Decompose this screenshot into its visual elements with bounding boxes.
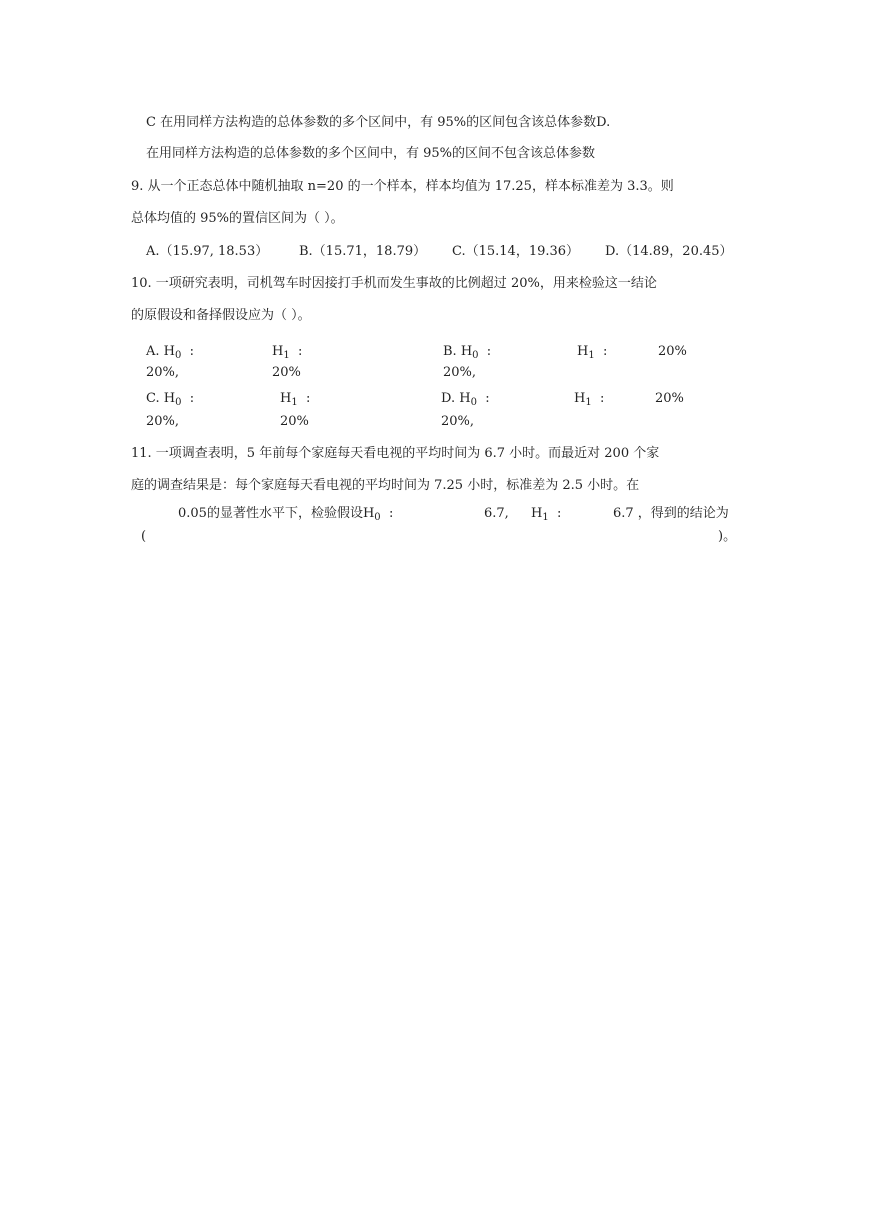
q10-option-c-h1: $H_1$ : <box>280 391 311 408</box>
q9-option-a: A.（15.97, 18.53） <box>146 244 269 259</box>
q10-option-c-h0: C. $H_0$ : <box>146 391 195 408</box>
q10-option-d-h1: $H_1$ : <box>574 391 605 408</box>
q10-text-line2: 的原假设和备择假设应为（ ）。 <box>131 308 311 323</box>
q10-option-b-h1: $H_1$ : <box>577 344 608 361</box>
q11-answer-paren-close: )。 <box>718 529 737 544</box>
q11-text-line3-end: 6.7 ，得到的结论为 <box>613 506 729 521</box>
q11-text-line1: 11. 一项调查表明，5 年前每个家庭每天看电视的平均时间为 6.7 小时。而最近对 200 个家 <box>131 446 660 461</box>
q11-answer-paren-open: ( <box>141 529 147 544</box>
q8-option-c-line: C 在用同样方法构造的总体参数的多个区间中，有 95%的区间包含该总体参数D. <box>146 115 611 130</box>
q9-option-d: D.（14.89，20.45） <box>605 244 733 259</box>
q8-option-d-line: 在用同样方法构造的总体参数的多个区间中，有 95%的区间不包含该总体参数 <box>146 146 596 161</box>
q10-option-b-value2: 20% <box>658 344 687 359</box>
q10-option-c-value1: 20%, <box>146 414 180 429</box>
q10-option-b-h0: B. $H_0$ : <box>443 344 492 361</box>
q9-option-c: C.（15.14，19.36） <box>452 244 580 259</box>
q10-option-a-h1: $H_1$ : <box>272 344 303 361</box>
q9-text-line2: 总体均值的 95%的置信区间为（ ）。 <box>131 211 344 226</box>
q9-option-b: B.（15.71，18.79） <box>299 244 427 259</box>
q10-option-a-value2: 20% <box>272 365 301 380</box>
q10-option-d-value1: 20%, <box>441 414 475 429</box>
q10-option-c-value2: 20% <box>280 414 309 429</box>
q10-text-line1: 10. 一项研究表明，司机驾车时因接打手机而发生事故的比例超过 20%，用来检验这一结论 <box>131 276 657 291</box>
q11-h1-label: $H_1$ : <box>531 506 562 523</box>
q11-text-line3-start: 0.05的显著性水平下，检验假设$H_0$ : <box>178 506 394 523</box>
q10-option-d-h0: D. $H_0$ : <box>441 391 490 408</box>
q9-text-line1: 9. 从一个正态总体中随机抽取 n=20 的一个样本，样本均值为 17.25，样本标准差为 3.3。则 <box>131 179 674 194</box>
q10-option-b-value1: 20%, <box>443 365 477 380</box>
q10-option-a-h0: A. $H_0$ : <box>146 344 195 361</box>
q11-h0-value: 6.7, <box>484 506 509 521</box>
q11-text-line2: 庭的调查结果是：每个家庭每天看电视的平均时间为 7.25 小时，标准差为 2.5 小时。在 <box>131 478 640 493</box>
q10-option-a-value1: 20%, <box>146 365 180 380</box>
q10-option-d-value2: 20% <box>655 391 684 406</box>
